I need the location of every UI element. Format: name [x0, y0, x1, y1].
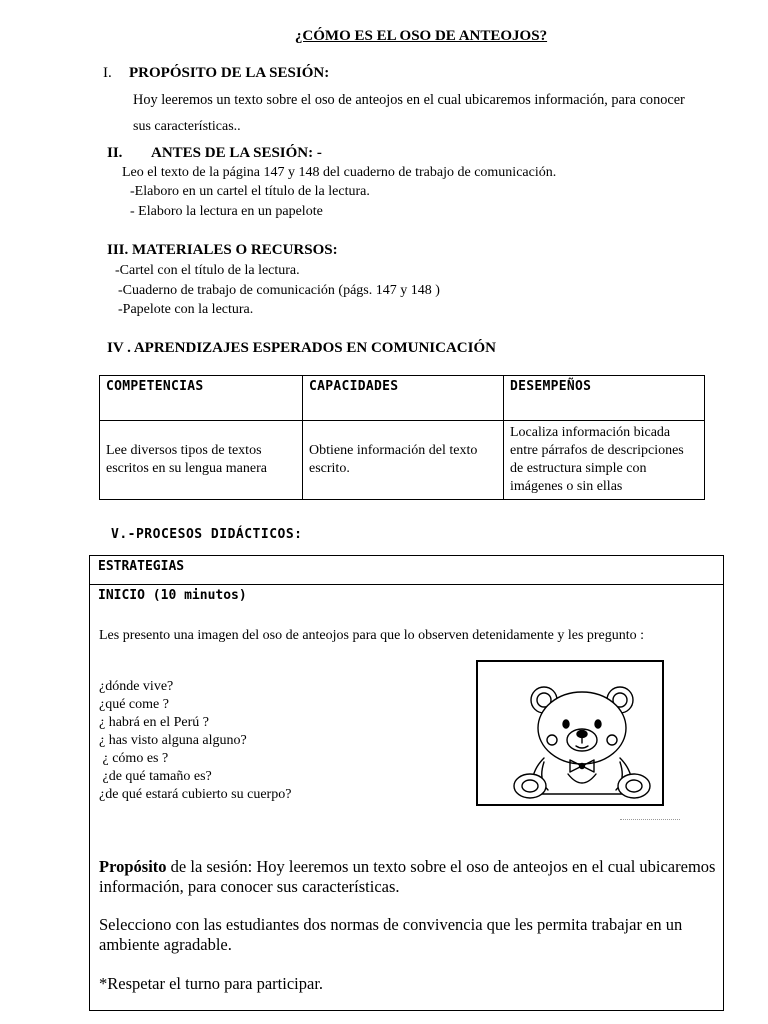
section5-heading: V.-PROCESOS DIDÁCTICOS:	[111, 527, 303, 542]
proposito-label: Propósito	[99, 857, 167, 876]
section2-line-2: -Elaboro en un cartel el título de la lectura.	[130, 184, 370, 199]
table-header-row	[100, 376, 705, 421]
section3-line-3: -Papelote con la lectura.	[118, 302, 254, 317]
table-cell: Obtiene información del texto escrito.	[303, 421, 504, 500]
image-caption-mark	[620, 819, 680, 822]
normas-paragraph: Selecciono con las estudiantes dos normas de convivencia que les permita trabajar en un ambiente agradable.	[99, 915, 683, 954]
proposito-text: de la sesión: Hoy leeremos un texto sobre el oso de anteojos en el cual ubicaremos información, para conocer sus características.	[99, 857, 716, 896]
proposito-paragraph	[99, 857, 719, 897]
inicio-label: INICIO (10 minutos)	[98, 588, 247, 603]
section3-heading: III. MATERIALES O RECURSOS:	[107, 242, 338, 258]
intro-text: Les presento una imagen del oso de anteojos para que lo observen detenidamente y les pregunto :	[99, 628, 645, 643]
section1-line-2: sus características..	[133, 119, 241, 134]
list-item: ¿qué come ?	[99, 697, 169, 712]
section1-numeral: I.	[103, 65, 112, 81]
bear-image	[476, 660, 664, 806]
table-cell: Lee diversos tipos de textos escritos en su lengua manera	[100, 421, 303, 500]
questions-list	[99, 678, 291, 804]
page-title	[0, 28, 768, 45]
strategies-label: ESTRATEGIAS	[98, 559, 185, 574]
list-item: ¿de qué tamaño es?	[99, 769, 212, 784]
section2-line-3: - Elaboro la lectura en un papelote	[130, 204, 323, 219]
strategies-header	[90, 556, 723, 585]
list-item: ¿ has visto alguna alguno?	[99, 733, 247, 748]
list-item: ¿ habrá en el Perú ?	[99, 715, 209, 730]
section3-line-2: -Cuaderno de trabajo de comunicación (págs. 147 y 148 )	[118, 283, 440, 298]
section1-heading: PROPÓSITO DE LA SESIÓN:	[129, 65, 330, 81]
table-header-cell: DESEMPEÑOS	[504, 376, 705, 421]
section2-heading: ANTES DE LA SESIÓN: -	[151, 145, 322, 161]
aprendizajes-table	[99, 375, 705, 500]
list-item: ¿ cómo es ?	[99, 751, 169, 766]
list-item: ¿dónde vive?	[99, 679, 174, 694]
bear-icon	[478, 662, 662, 804]
procesos-box	[89, 555, 724, 1011]
list-item: ¿de qué estará cubierto su cuerpo?	[99, 787, 292, 802]
page-title-text: ¿CÓMO ES EL OSO DE ANTEOJOS?	[294, 28, 548, 44]
section1-line-1: Hoy leeremos un texto sobre el oso de anteojos en el cual ubicaremos información, para conocer	[133, 92, 685, 108]
table-cell: Localiza información bicada entre párrafos de descripciones de estructura simple con imágenes o sin ellas	[504, 421, 705, 500]
section2-line-1: Leo el texto de la página 147 y 148 del cuaderno de trabajo de comunicación.	[122, 165, 557, 180]
section4-heading: IV . APRENDIZAJES ESPERADOS EN COMUNICACIÓN	[107, 340, 496, 356]
norma-1: *Respetar el turno para participar.	[99, 974, 324, 993]
table-row	[100, 421, 705, 500]
table-header-cell: CAPACIDADES	[303, 376, 504, 421]
section3-line-1: -Cartel con el título de la lectura.	[115, 263, 300, 278]
section2-numeral: II.	[107, 145, 123, 161]
table-header-cell: COMPETENCIAS	[100, 376, 303, 421]
